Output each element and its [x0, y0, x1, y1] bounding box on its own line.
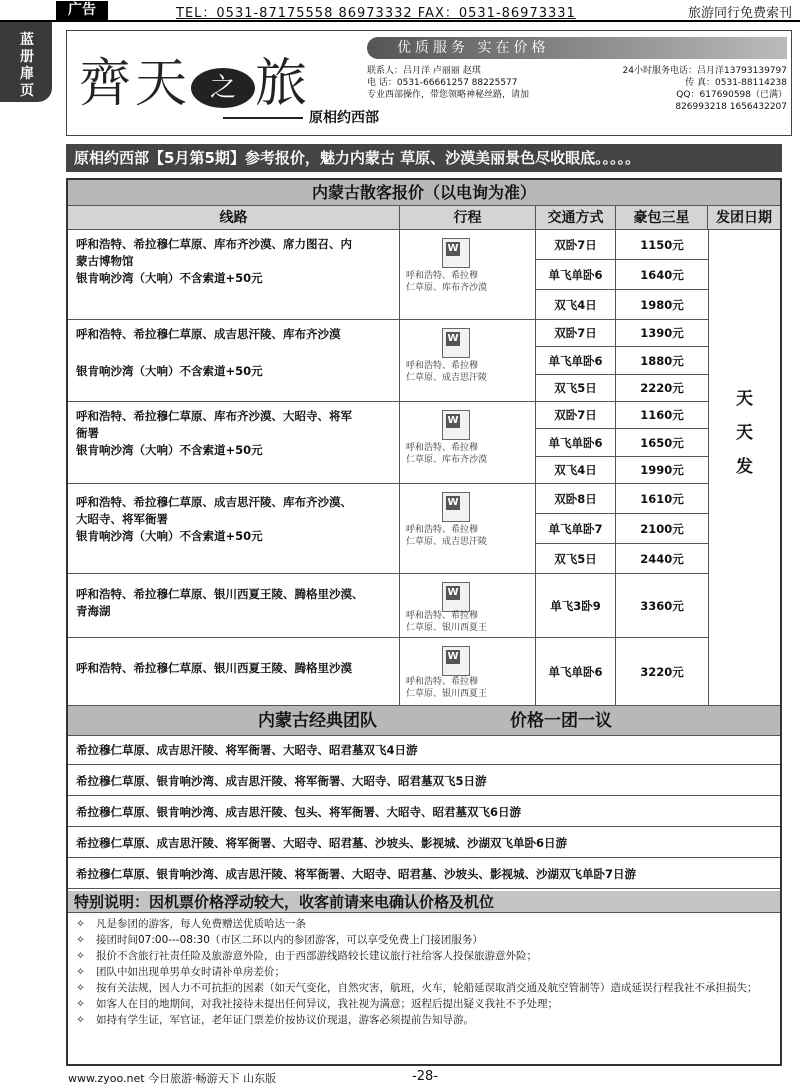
- option-row: 单飞单卧6 1880元: [536, 347, 708, 375]
- page-number: -28-: [412, 1069, 438, 1084]
- route-desc: 呼和浩特、希拉穆仁草原、银川西夏王陵、腾格里沙漠、 青海湖: [68, 574, 400, 637]
- route-desc: 呼和浩特、希拉穆仁草原、银川西夏王陵、腾格里沙漠: [68, 638, 400, 705]
- contact-line: [176, 2, 576, 21]
- special-note-title: 特别说明：因机票价格浮动较大，收客前请来电确认价格及机位: [68, 891, 780, 913]
- doc-caption: 呼和浩特、希拉穆 仁草原、银川西夏王: [406, 677, 488, 699]
- side-tab-char: 扉: [20, 66, 34, 82]
- option-row: 双飞5日 2220元: [536, 375, 708, 402]
- note-item: ✧ 报价不含旅行社责任险及旅游意外险，由于西部游线路较长建议旅行社给客人投保旅游意外险；: [76, 950, 537, 962]
- group-route-row: 希拉穆仁草原、成吉思汗陵、将军衙署、大昭寺、昭君墓、沙坡头、影视城、沙湖双飞单卧6日游: [68, 829, 780, 858]
- side-tab-char: 册: [20, 49, 34, 65]
- diamond-bullet-icon: ✧: [76, 950, 85, 962]
- note-item: ✧ 按有关法规，因人力不可抗拒的因素（如天气变化，自然灾害，航班，火车，轮船延误取消交通及航空管制等）造成延误行程我社不承担损失；: [76, 982, 758, 994]
- doc-caption: 呼和浩特、希拉穆 仁草原、库布齐沙漠: [406, 443, 488, 465]
- option-row: 双卧7日 1160元: [536, 402, 708, 429]
- note-item: ✧ 接团时间07:00---08:30（市区二环以内的参团游客，可以享受免费上门接团服务）: [76, 934, 483, 946]
- price-sheet: [66, 178, 782, 1066]
- doc-caption: 呼和浩特、希拉穆 仁草原、成吉思汗陵: [406, 525, 488, 547]
- option-row: 双飞5日 2440元: [536, 544, 708, 574]
- itinerary-cell[interactable]: [400, 638, 536, 705]
- col-departure: 发团日期: [716, 210, 772, 226]
- diamond-bullet-icon: ✧: [76, 934, 85, 946]
- itinerary-cell[interactable]: [400, 484, 536, 573]
- route-desc: 呼和浩特、希拉穆仁草原、成吉思汗陵、库布齐沙漠、 大昭寺、将军衙署 银肯响沙湾（大响）不含索道+50元: [68, 484, 400, 573]
- side-tab-char: 蓝: [20, 32, 34, 48]
- side-tab: [0, 22, 52, 102]
- issue-banner: 原相约西部【5月第5期】参考报价，魅力内蒙古 草原、沙漠美丽景色尽收眼底。。。。。: [66, 144, 782, 172]
- col-transport: 交通方式: [536, 206, 616, 230]
- notes-list: [68, 914, 780, 1028]
- doc-caption: 呼和浩特、希拉穆 仁草原、库布齐沙漠: [406, 271, 488, 293]
- itinerary-cell[interactable]: [400, 230, 536, 319]
- doc-caption: 呼和浩特、希拉穆 仁草原、成吉思汗陵: [406, 361, 488, 383]
- word-doc-icon[interactable]: [442, 582, 470, 612]
- doc-caption: 呼和浩特、希拉穆 仁草原、银川西夏王: [406, 611, 488, 633]
- word-doc-icon[interactable]: [442, 328, 470, 358]
- diamond-bullet-icon: ✧: [76, 1014, 85, 1026]
- option-row: 单飞单卧7 2100元: [536, 514, 708, 544]
- group-route-row: 希拉穆仁草原、银肯响沙湾、成吉思汗陵、将军衙署、大昭寺、昭君墓双飞5日游: [68, 767, 780, 796]
- word-doc-icon[interactable]: [442, 410, 470, 440]
- contact-info: 联系人：吕月洋 卢丽丽 赵琪 24小时服务电话：吕月洋13793139797 电 话：0531-66661257 88225577 传 真：0531-88114238 专业西部操作，带您领略神秘丝路，请加 QQ：617690598（已满） 826993218 1656432207: [367, 66, 787, 112]
- word-doc-icon[interactable]: [442, 646, 470, 676]
- departure-daily: 天 天 发: [708, 230, 780, 706]
- col-route: 线路: [68, 206, 400, 230]
- group-route-row: 希拉穆仁草原、银肯响沙湾、成吉思汗陵、包头、将军衙署、大昭寺、昭君墓双飞6日游: [68, 798, 780, 827]
- quote-table-title: 内蒙古散客报价（以电询为准）: [68, 180, 780, 206]
- footer-site: www.zyoo.net 今日旅游·畅游天下 山东版: [68, 1072, 277, 1085]
- page-footer: [0, 1068, 800, 1087]
- itinerary-cell[interactable]: [400, 574, 536, 637]
- col-price: 豪包三星: [616, 206, 708, 230]
- route-desc: 呼和浩特、希拉穆仁草原、库布齐沙漠、大昭寺、将军 衙署 银肯响沙湾（大响）不含索道+50元: [68, 402, 400, 483]
- word-doc-icon[interactable]: [442, 238, 470, 268]
- diamond-bullet-icon: ✧: [76, 918, 85, 930]
- group-section-title: 内蒙古经典团队 价格一团一议: [68, 706, 780, 736]
- route-desc: 呼和浩特、希拉穆仁草原、库布齐沙漠、席力图召、内 蒙古博物馆 银肯响沙湾（大响）不含索道+50元: [68, 230, 400, 319]
- option-row: 双卧7日 1150元: [536, 230, 708, 260]
- logo-wordmark: 齊天 之 旅: [79, 54, 312, 114]
- col-itinerary: 行程: [400, 206, 536, 230]
- note-item: ✧ 凡是参团的游客，每人免费赠送优质哈达一条: [76, 918, 306, 930]
- diamond-bullet-icon: ✧: [76, 982, 85, 994]
- ad-label: 广告: [56, 1, 108, 20]
- agency-header: [66, 30, 792, 136]
- free-catalog-text: 旅游同行免费索刊: [687, 6, 792, 21]
- group-route-row: 希拉穆仁草原、银肯响沙湾、成吉思汗陵、将军衙署、大昭寺、昭君墓、沙坡头、影视城、沙湖双飞单卧7日游: [68, 860, 780, 889]
- logo-subtitle: 原相约西部: [223, 107, 379, 127]
- diamond-bullet-icon: ✧: [76, 966, 85, 978]
- logo-zhi-oval: 之: [191, 68, 255, 108]
- side-tab-char: 页: [20, 83, 34, 99]
- slogan-bar: 优质服务 实在价格: [367, 37, 787, 59]
- itinerary-cell[interactable]: [400, 402, 536, 483]
- itinerary-cell[interactable]: [400, 320, 536, 401]
- note-item: ✧ 如客人在目的地期间，对我社接待未提出任何异议，我社视为满意；返程后提出疑义我社不予处理；: [76, 998, 558, 1010]
- option-row: 双飞4日 1990元: [536, 457, 708, 484]
- diamond-bullet-icon: ✧: [76, 998, 85, 1010]
- option-row: 单飞单卧6 1650元: [536, 429, 708, 457]
- option-row: 单飞单卧6 1640元: [536, 260, 708, 290]
- agency-logo: [73, 37, 379, 131]
- option-row: 单飞单卧6 3220元: [536, 638, 708, 706]
- option-row: 双飞4日 1980元: [536, 290, 708, 320]
- option-row: 双卧7日 1390元: [536, 320, 708, 347]
- top-bar: [0, 0, 800, 22]
- option-row: 双卧8日 1610元: [536, 484, 708, 514]
- note-item: ✧ 团队中如出现单男单女时请补单房差价；: [76, 966, 285, 978]
- quote-table-header: [68, 206, 780, 230]
- word-doc-icon[interactable]: [442, 492, 470, 522]
- contact-text: TEL：0531-87175558 86973332 FAX：0531-86973331: [176, 6, 576, 21]
- group-route-row: 希拉穆仁草原、成吉思汗陵、将军衙署、大昭寺、昭君墓双飞4日游: [68, 736, 780, 765]
- option-row: 单飞3卧9 3360元: [536, 574, 708, 638]
- route-desc: 呼和浩特、希拉穆仁草原、成吉思汗陵、库布齐沙漠 银肯响沙湾（大响）不含索道+50元: [68, 320, 400, 401]
- note-item: ✧ 如持有学生证，军官证，老年证门票差价按协议价现退，游客必须提前告知导游。: [76, 1014, 474, 1026]
